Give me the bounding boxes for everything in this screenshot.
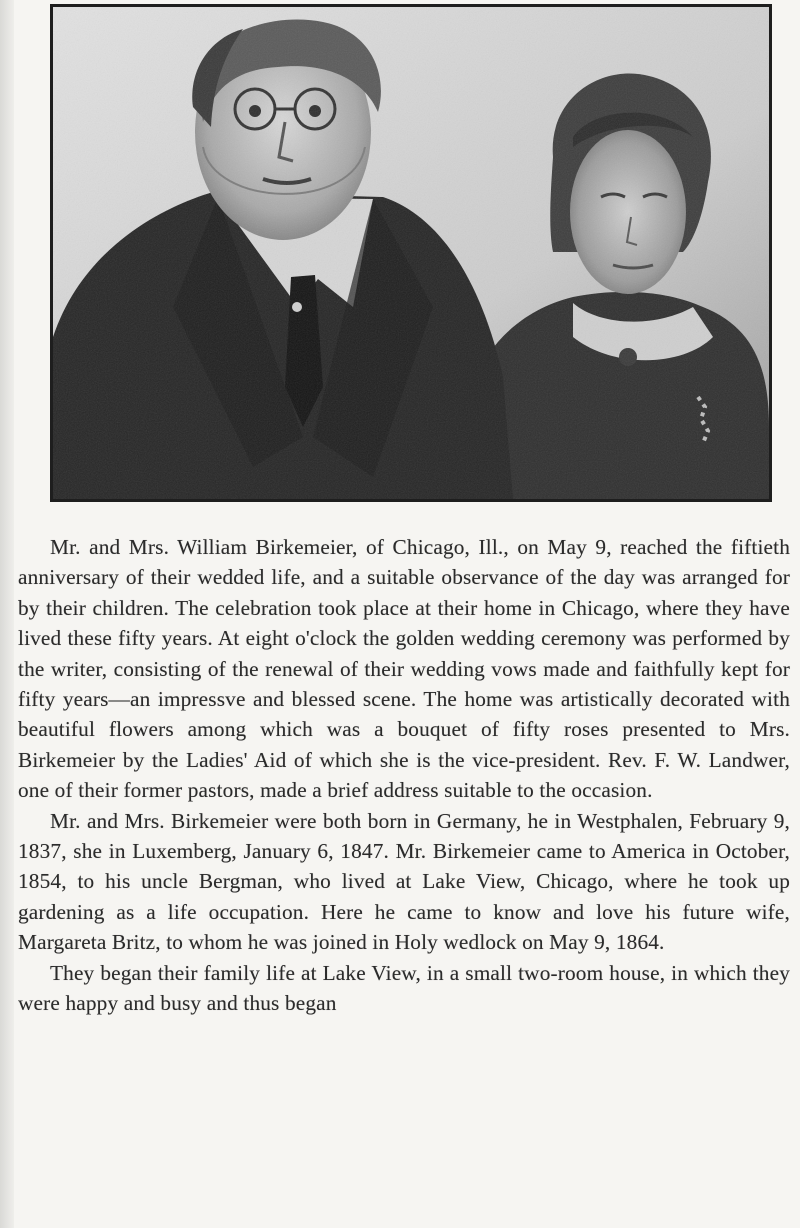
photo-illustration [53, 7, 769, 499]
article-paragraph-1: Mr. and Mrs. William Birkemeier, of Chicago, Ill., on May 9, reached the fiftieth anniversary of their wedded life, and a suitable observance of the day was arranged for by their children. The celebration took place at their home in Chicago, where they have lived these fifty years. At eight o'clock the golden wedding ceremony was performed by the writer, consisting of the renewal of their wedding vows made and faithfully kept for fifty years—an impressve and blessed scene. The home was artistically decorated with beautiful flowers among which was a bouquet of fifty roses presented to Mrs. Birkemeier by the Ladies' Aid of which she is the vice-president. Rev. F. W. Landwer, one of their former pastors, made a brief address suitable to the occasion. [18, 535, 790, 803]
article-paragraph-2: Mr. and Mrs. Birkemeier were both born in Germany, he in Westphalen, February 9, 1837, she in Luxemberg, January 6, 1847. Mr. Birkemeier came to America in October, 1854, to his uncle Bergman, who lived at Lake View, Chicago, where he took up gardening as a life occupation. Here he came to know and love his future wife, Margareta Britz, to whom he was joined in Holy wedlock on May 9, 1864. [18, 808, 790, 955]
article-body [18, 532, 790, 1019]
article-paragraph-3: They began their family life at Lake View, in a small two-room house, in which they were happy and busy and thus began [18, 960, 790, 1016]
clipping-edge [0, 0, 14, 1228]
couple-photograph [50, 4, 772, 502]
